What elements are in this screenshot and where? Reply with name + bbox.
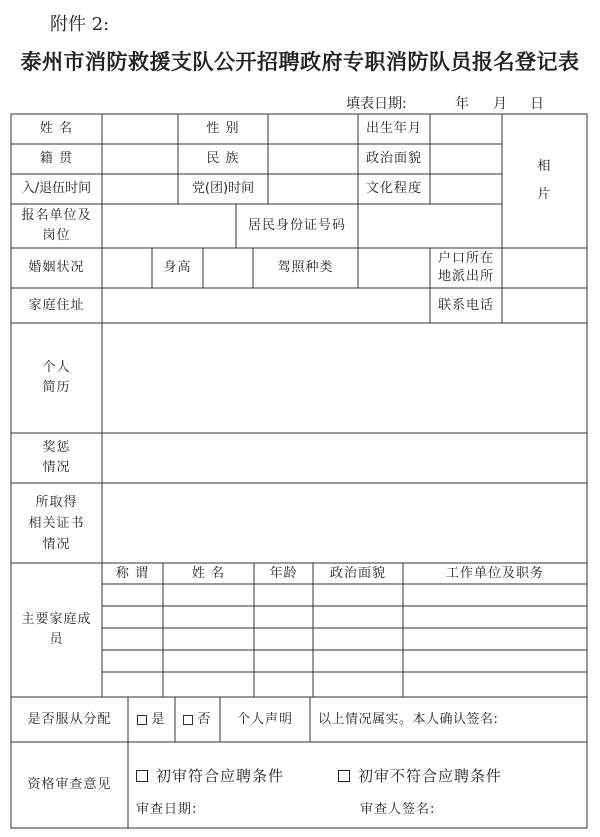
- ethnicity-field[interactable]: [268, 144, 358, 174]
- fail-label: 初审不符合应聘条件: [358, 767, 503, 785]
- gender-label: 性 别: [206, 121, 240, 136]
- certs-label-3: 情况: [42, 536, 71, 552]
- no-checkbox[interactable]: [183, 715, 193, 725]
- name-field[interactable]: [102, 114, 178, 144]
- fill-date-month: 月: [493, 96, 507, 112]
- resume-label-1: 个人: [42, 360, 71, 375]
- license-label: 驾照种类: [277, 260, 334, 275]
- ethnicity-label: 民 族: [206, 151, 240, 166]
- native-place-field[interactable]: [102, 144, 178, 174]
- phone-field[interactable]: [502, 288, 587, 323]
- marital-field[interactable]: [102, 248, 152, 288]
- yes-checkbox[interactable]: [137, 715, 147, 725]
- awards-label-2: 情况: [42, 460, 71, 475]
- resume-label-2: 简历: [42, 380, 71, 395]
- obey-no-option[interactable]: [175, 697, 220, 742]
- marital-label: 婚姻状况: [28, 260, 85, 275]
- family-row-5[interactable]: [102, 672, 587, 697]
- birth-field[interactable]: [430, 114, 502, 144]
- form-title: 泰州市消防救援支队公开招聘政府专职消防队员报名登记表: [20, 49, 580, 74]
- family-col-age: 年龄: [269, 565, 298, 581]
- family-row-2[interactable]: [102, 606, 587, 628]
- awards-label-1: 奖惩: [42, 440, 71, 455]
- pass-option[interactable]: [136, 762, 336, 790]
- family-row-1[interactable]: [102, 584, 587, 606]
- family-row-3[interactable]: [102, 628, 587, 650]
- native-place-label: 籍 贯: [39, 151, 74, 166]
- family-col-relation: 称 谓: [115, 565, 150, 581]
- unit-post-label-1: 报名单位及: [21, 208, 92, 223]
- statement-text[interactable]: 以上情况属实。本人确认签名:: [318, 711, 499, 727]
- party-time-label: 党(团)时间: [191, 181, 255, 196]
- awards-field[interactable]: [102, 433, 587, 483]
- awards-label: [11, 433, 102, 483]
- certs-label: [11, 483, 102, 563]
- party-time-field[interactable]: [268, 174, 358, 204]
- address-label: 家庭住址: [28, 297, 85, 313]
- hukou-label: [430, 248, 502, 288]
- review-date-label: 审查日期:: [136, 802, 198, 817]
- certs-label-1: 所取得: [35, 494, 78, 510]
- family-col-work: 工作单位及职务: [445, 565, 544, 581]
- hukou-label-1: 户口所在: [437, 251, 494, 266]
- family-row-4[interactable]: [102, 650, 587, 672]
- pass-label: 初审符合应聘条件: [156, 767, 285, 785]
- unit-post-label: [11, 204, 102, 248]
- attachment-label: 附件 2:: [50, 14, 110, 35]
- fill-date-label: 填表日期:: [346, 96, 407, 112]
- family-col-political: 政治面貌: [329, 565, 386, 581]
- fill-date-year: 年: [455, 96, 469, 112]
- id-number-field[interactable]: [358, 204, 502, 248]
- certs-field[interactable]: [102, 483, 587, 563]
- statement-label: 个人声明: [236, 711, 293, 727]
- height-field[interactable]: [203, 248, 253, 288]
- fail-checkbox[interactable]: [338, 770, 350, 782]
- hukou-field[interactable]: [502, 248, 587, 288]
- service-time-label: 入/退伍时间: [21, 181, 92, 196]
- family-col-name: 姓 名: [191, 565, 226, 581]
- address-field[interactable]: [102, 288, 430, 323]
- birth-label: 出生年月: [365, 121, 422, 136]
- family-label-1: 主要家庭成: [21, 612, 92, 627]
- yes-label: 是: [151, 711, 166, 727]
- height-label: 身高: [163, 260, 192, 275]
- name-label: 姓 名: [39, 121, 74, 136]
- political-label: 政治面貌: [365, 151, 422, 166]
- reviewer-label: 审查人签名:: [360, 802, 436, 817]
- fail-option[interactable]: [338, 762, 578, 790]
- review-label: 资格审查意见: [27, 777, 112, 792]
- phone-label: 联系电话: [437, 297, 494, 313]
- license-field[interactable]: [358, 248, 430, 288]
- unit-post-field[interactable]: [102, 204, 236, 248]
- resume-label: [11, 323, 102, 433]
- obey-label: 是否服从分配: [27, 711, 112, 727]
- family-label: [11, 563, 102, 697]
- id-number-label: 居民身份证号码: [247, 218, 346, 233]
- education-field[interactable]: [430, 174, 502, 204]
- political-field[interactable]: [430, 144, 502, 174]
- fill-date-day: 日: [530, 96, 544, 112]
- photo-label-1: 相: [537, 159, 552, 174]
- unit-post-label-2: 岗位: [42, 228, 71, 243]
- resume-field[interactable]: [102, 323, 587, 433]
- family-label-2: 员: [49, 632, 64, 647]
- pass-checkbox[interactable]: [136, 770, 148, 782]
- no-label: 否: [197, 711, 212, 727]
- certs-label-2: 相关证书: [28, 515, 85, 531]
- education-label: 文化程度: [365, 181, 422, 196]
- gender-field[interactable]: [268, 114, 358, 144]
- photo-box[interactable]: [502, 114, 587, 248]
- photo-label-2: 片: [537, 187, 552, 202]
- service-time-field[interactable]: [102, 174, 178, 204]
- hukou-label-2: 地派出所: [437, 269, 494, 284]
- obey-yes-option[interactable]: [128, 697, 175, 742]
